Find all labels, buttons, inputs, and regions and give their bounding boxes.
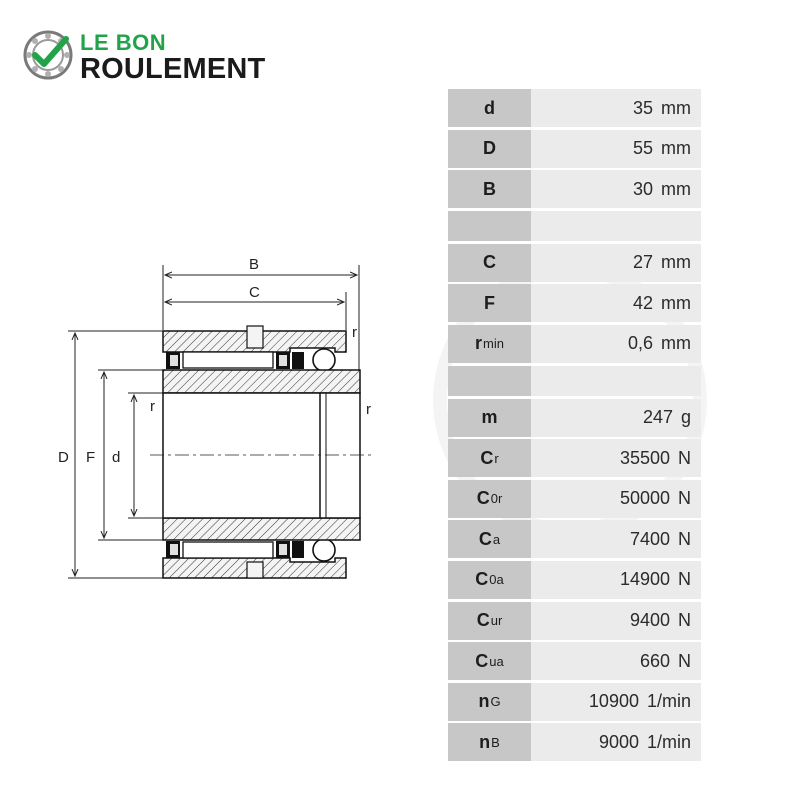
spec-key-symbol: C	[475, 569, 489, 590]
logo-line-2: ROULEMENT	[80, 53, 266, 85]
spec-value-cell	[531, 561, 701, 599]
spec-value-cell	[531, 480, 701, 518]
spec-key-subscript: r	[494, 450, 499, 466]
spec-key	[448, 602, 531, 640]
spec-key	[448, 244, 531, 282]
spec-value-cell	[531, 130, 701, 168]
spec-value-cell	[531, 170, 701, 208]
spec-key	[448, 723, 531, 761]
spec-key	[448, 683, 531, 721]
spec-row	[448, 244, 701, 282]
spec-key-subscript: G	[490, 694, 501, 710]
spec-unit: N	[678, 528, 691, 549]
spec-key-symbol: C	[476, 610, 490, 631]
spec-value: 0,6	[627, 333, 653, 354]
spec-key	[448, 561, 531, 599]
spec-row	[448, 325, 701, 363]
spec-row	[448, 130, 701, 168]
spec-key-symbol: m	[481, 407, 498, 428]
spec-key-subscript: ua	[489, 653, 504, 669]
spec-value-cell	[531, 602, 701, 640]
spec-row	[448, 561, 701, 599]
spec-key	[448, 439, 531, 477]
label-r-inner-left: r	[150, 398, 155, 415]
spec-unit: mm	[661, 333, 691, 354]
spec-key	[448, 170, 531, 208]
spec-row	[448, 683, 701, 721]
spec-value: 9400	[629, 610, 670, 631]
spec-unit: mm	[661, 97, 691, 118]
spec-value-cell	[531, 520, 701, 558]
spec-value: 30	[632, 178, 653, 199]
spec-key-subscript: B	[491, 734, 500, 750]
spec-key-subscript: ur	[490, 613, 503, 629]
spec-value: 50000	[619, 488, 670, 509]
spec-unit: mm	[661, 292, 691, 313]
spec-unit: N	[678, 447, 691, 468]
spec-key-subscript: 0r	[490, 491, 503, 507]
spec-value-cell	[531, 642, 701, 680]
spec-key-symbol: n	[479, 731, 491, 752]
spec-value: 7400	[629, 528, 670, 549]
spec-value: 42	[632, 292, 653, 313]
spec-key-subscript: a	[492, 531, 501, 547]
spec-value-cell	[531, 211, 701, 241]
spec-key	[448, 366, 531, 396]
spec-key-symbol: d	[484, 97, 495, 118]
spec-value: 247	[642, 407, 673, 428]
spec-key-symbol: B	[483, 178, 496, 199]
spec-key	[448, 89, 531, 127]
spec-value: 35	[632, 97, 653, 118]
spec-value: 55	[632, 138, 653, 159]
spec-key-symbol: D	[483, 138, 496, 159]
spec-key	[448, 399, 531, 437]
spec-value-cell	[531, 439, 701, 477]
spec-spacer-row	[448, 366, 701, 396]
spec-unit: N	[678, 569, 691, 590]
logo-line-1: LE BON	[80, 30, 167, 55]
spec-row	[448, 439, 701, 477]
spec-row	[448, 89, 701, 127]
spec-value: 660	[639, 650, 670, 671]
spec-unit: g	[680, 407, 691, 428]
spec-unit: 1/min	[646, 731, 691, 752]
spec-key-symbol: C	[475, 650, 489, 671]
spec-unit: N	[678, 650, 691, 671]
spec-spacer-row	[448, 211, 701, 241]
spec-key-symbol: C	[483, 252, 496, 273]
label-r-top: r	[352, 324, 357, 341]
spec-key	[448, 325, 531, 363]
spec-value-cell	[531, 723, 701, 761]
spec-key	[448, 642, 531, 680]
spec-value-cell	[531, 244, 701, 282]
spec-key-symbol: C	[476, 488, 490, 509]
spec-unit: N	[678, 488, 691, 509]
spec-value-cell	[531, 325, 701, 363]
spec-unit: mm	[661, 252, 691, 273]
spec-value-cell	[531, 683, 701, 721]
spec-value: 9000	[598, 731, 639, 752]
spec-key	[448, 130, 531, 168]
spec-key-subscript: min	[483, 336, 504, 352]
spec-table	[448, 89, 701, 764]
label-r-inner-right: r	[366, 401, 371, 418]
spec-unit: N	[678, 610, 691, 631]
spec-row	[448, 520, 701, 558]
spec-key	[448, 211, 531, 241]
spec-key	[448, 480, 531, 518]
spec-value: 35500	[619, 447, 670, 468]
spec-row	[448, 480, 701, 518]
spec-key-symbol: n	[478, 691, 490, 712]
spec-value-cell	[531, 366, 701, 396]
spec-key-symbol: C	[480, 447, 494, 468]
spec-key-symbol: r	[475, 333, 483, 354]
spec-row	[448, 642, 701, 680]
spec-row	[448, 602, 701, 640]
spec-row	[448, 284, 701, 322]
label-B: B	[249, 256, 260, 273]
label-D: D	[58, 449, 69, 466]
spec-key-symbol: C	[478, 528, 492, 549]
spec-unit: 1/min	[646, 691, 691, 712]
label-F: F	[86, 449, 96, 466]
spec-unit: mm	[661, 138, 691, 159]
spec-value: 27	[632, 252, 653, 273]
spec-row	[448, 170, 701, 208]
spec-key	[448, 520, 531, 558]
label-C: C	[249, 284, 260, 301]
spec-value: 14900	[619, 569, 670, 590]
spec-row	[448, 399, 701, 437]
spec-row	[448, 723, 701, 761]
spec-value: 10900	[588, 691, 639, 712]
spec-value-cell	[531, 399, 701, 437]
spec-key-subscript: 0a	[489, 572, 504, 588]
spec-value-cell	[531, 89, 701, 127]
spec-key-symbol: F	[484, 292, 495, 313]
spec-key	[448, 284, 531, 322]
spec-unit: mm	[661, 178, 691, 199]
spec-value-cell	[531, 284, 701, 322]
label-d: d	[112, 449, 121, 466]
